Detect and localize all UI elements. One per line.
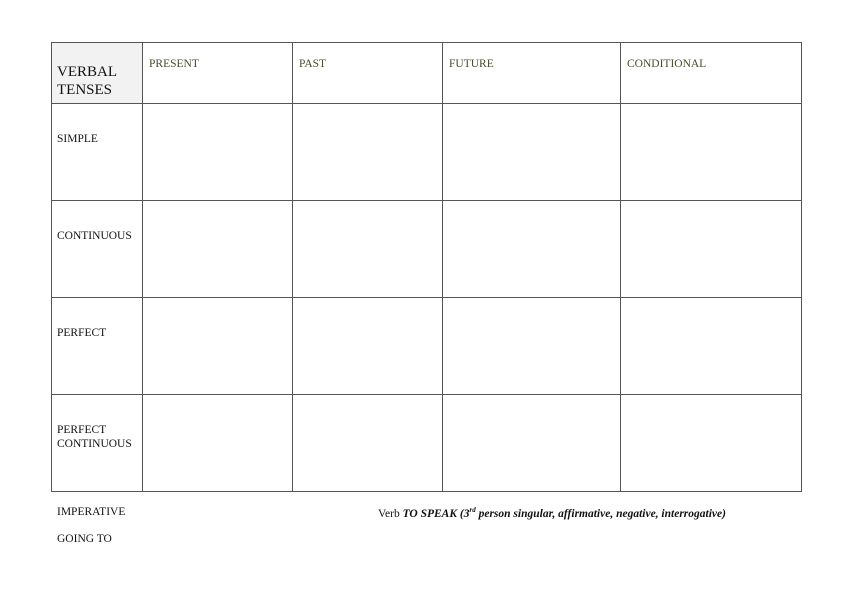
verb-prefix: Verb [378, 507, 400, 520]
cell [293, 395, 443, 492]
cell [443, 104, 621, 201]
verb-sup: rd [469, 506, 476, 514]
cell [443, 201, 621, 298]
row-continuous: CONTINUOUS [52, 201, 143, 298]
cell [143, 201, 293, 298]
cell [443, 298, 621, 395]
column-conditional: CONDITIONAL [621, 43, 802, 104]
verb-suffix: person singular, affirmative, negative, interrogative) [475, 507, 726, 520]
column-past: PAST [293, 43, 443, 104]
row-perfect-continuous: PERFECT CONTINUOUS [52, 395, 143, 492]
cell [143, 298, 293, 395]
column-future: FUTURE [443, 43, 621, 104]
cell [143, 104, 293, 201]
cell [621, 395, 802, 492]
imperative-label: IMPERATIVE [57, 506, 126, 518]
cell [293, 298, 443, 395]
verb-emphasis: TO SPEAK (3 [402, 507, 470, 520]
cell [621, 201, 802, 298]
corner-label: VERBAL TENSES [52, 43, 143, 104]
cell [621, 104, 802, 201]
verbal-tenses-table [51, 42, 802, 492]
table-row [52, 201, 802, 298]
verb-instruction [378, 506, 726, 520]
header-row [52, 43, 802, 104]
table-row [52, 104, 802, 201]
cell [293, 104, 443, 201]
going-to-label: GOING TO [57, 533, 112, 545]
cell [143, 395, 293, 492]
table-row [52, 298, 802, 395]
row-simple: SIMPLE [52, 104, 143, 201]
column-present: PRESENT [143, 43, 293, 104]
cell [621, 298, 802, 395]
table-row [52, 395, 802, 492]
cell [443, 395, 621, 492]
row-perfect: PERFECT [52, 298, 143, 395]
cell [293, 201, 443, 298]
